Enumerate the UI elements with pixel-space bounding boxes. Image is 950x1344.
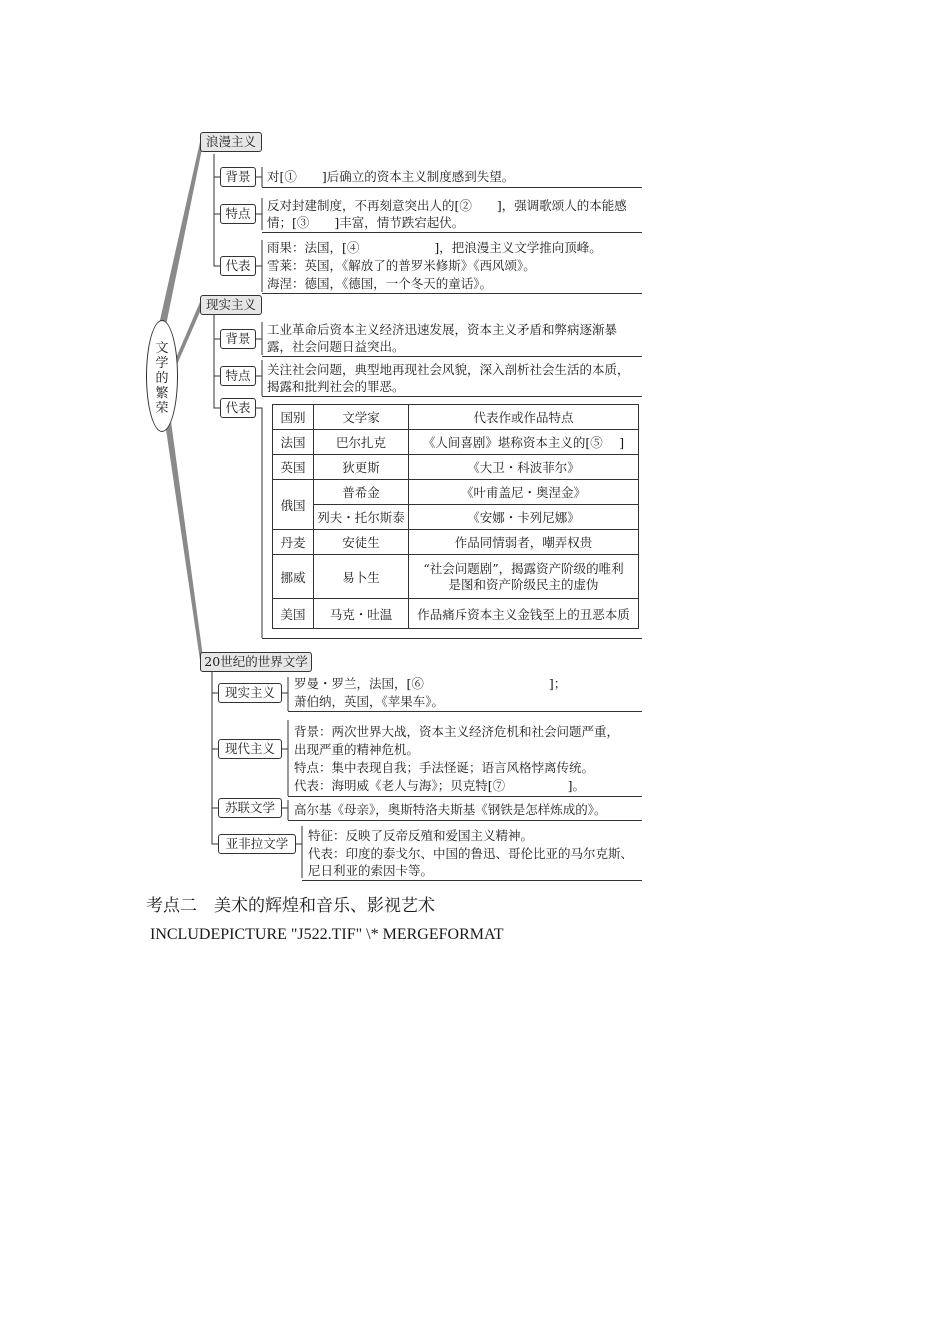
romanticism-features-line2: 情；[③ ]丰富，情节跌宕起伏。 — [267, 215, 465, 230]
romanticism-background-text: 对[① ]后确立的资本主义制度感到失望。 — [267, 169, 515, 184]
c20-soviet-line1: 高尔基《母亲》，奥斯特洛夫斯基《钢铁是怎样炼成的》。 — [294, 802, 607, 817]
rule — [262, 232, 642, 233]
table-header-row — [273, 405, 639, 430]
cell-country: 英国 — [273, 455, 314, 480]
section-heading: 考点二 美术的辉煌和音乐、影视艺术 — [146, 896, 435, 916]
cell-work: 《大卫・科波菲尔》 — [409, 455, 639, 480]
rule — [288, 711, 642, 712]
cell-work: 作品痛斥资本主义金钱至上的丑恶本质 — [409, 599, 639, 629]
c20-afroasian-line1: 特征：反映了反帝反殖和爱国主义精神。 — [308, 828, 534, 843]
cell-country: 法国 — [273, 430, 314, 455]
tag-c20-afroasian: 亚非拉文学 — [218, 834, 296, 854]
cell-writer: 普希金 — [314, 480, 409, 505]
rule — [262, 638, 642, 639]
cell-work-line1: “社会问题剧”，揭露资产阶级的唯利 — [423, 560, 624, 576]
table-row — [273, 455, 639, 480]
cell-country: 丹麦 — [273, 530, 314, 555]
rule — [262, 187, 642, 188]
table-row — [273, 480, 639, 505]
header-writer: 文学家 — [314, 405, 409, 430]
rule — [262, 396, 642, 397]
table-row — [273, 505, 639, 530]
cell-work-line2: 是图和资产阶级民主的虚伪 — [448, 576, 599, 592]
header-country: 国别 — [273, 405, 314, 430]
c20-modernism-line4: 代表：海明威《老人与海》；贝克特[⑦ ]。 — [294, 778, 586, 793]
rule — [262, 293, 642, 294]
tag-c20-modernism: 现代主义 — [218, 739, 282, 759]
romanticism-rep-line1: 雨果：法国，[④ ]，把浪漫主义文学推向顶峰。 — [267, 240, 602, 255]
root-label: 文学的繁荣 — [155, 341, 169, 416]
branch-realism: 现实主义 — [200, 295, 262, 315]
tag-romanticism-background: 背景 — [220, 167, 256, 187]
c20-modernism-line1: 背景：两次世界大战，资本主义经济危机和社会问题严重， — [294, 724, 620, 739]
cell-writer: 狄更斯 — [314, 455, 409, 480]
c20-afroasian-line3: 尼日利亚的索因卡等。 — [308, 863, 434, 878]
rule — [288, 796, 642, 797]
c20-modernism-line2: 出现严重的精神危机。 — [294, 742, 420, 757]
cell-writer: 列夫・托尔斯泰 — [314, 505, 409, 530]
root-node — [146, 320, 178, 432]
cell-work: 作品同情弱者，嘲弄权贵 — [409, 530, 639, 555]
cell-writer: 马克・吐温 — [314, 599, 409, 629]
romanticism-rep-line3: 海涅：德国，《德国，一个冬天的童话》。 — [267, 276, 493, 291]
cell-work — [409, 555, 639, 599]
branch-romanticism: 浪漫主义 — [200, 132, 262, 152]
romanticism-rep-line2: 雪莱：英国，《解放了的普罗米修斯》《西风颂》。 — [267, 258, 536, 273]
romanticism-features-line1: 反对封建制度，不再刻意突出人的[② ]，强调歌颂人的本能感 — [267, 198, 627, 213]
rule — [302, 880, 642, 881]
cell-writer: 巴尔扎克 — [314, 430, 409, 455]
header-work: 代表作或作品特点 — [409, 405, 639, 430]
c20-modernism-line3: 特点：集中表现自我；手法怪诞；语言风格悖离传统。 — [294, 760, 595, 775]
cell-writer: 安徒生 — [314, 530, 409, 555]
tag-realism-background: 背景 — [220, 329, 256, 349]
tag-realism-representatives: 代表 — [220, 398, 256, 418]
cell-work: 《安娜・卡列尼娜》 — [409, 505, 639, 530]
c20-realism-line2: 萧伯纳，英国，《苹果车》。 — [294, 694, 445, 709]
cell-country: 美国 — [273, 599, 314, 629]
realism-background-line2: 露，社会问题日益突出。 — [267, 339, 405, 354]
tag-c20-realism: 现实主义 — [218, 683, 282, 703]
tag-realism-features: 特点 — [220, 366, 256, 386]
rule — [262, 356, 642, 357]
cell-work: 《人间喜剧》堪称资本主义的[⑤ ] — [409, 430, 639, 455]
tag-romanticism-representatives: 代表 — [220, 256, 256, 276]
c20-afroasian-line2: 代表：印度的泰戈尔、中国的鲁迅、哥伦比亚的马尔克斯、 — [308, 846, 634, 861]
branch-20th-century: 20世纪的世界文学 — [200, 652, 312, 672]
c20-realism-line1: 罗曼・罗兰，法国，[⑥ ]； — [294, 676, 567, 691]
cell-country: 挪威 — [273, 555, 314, 599]
table-row — [273, 599, 639, 629]
tag-c20-soviet: 苏联文学 — [218, 798, 282, 818]
realism-background-line1: 工业革命后资本主义经济迅速发展，资本主义矛盾和弊病逐渐暴 — [267, 322, 618, 337]
tag-romanticism-features: 特点 — [220, 204, 256, 224]
realism-features-line1: 关注社会问题，典型地再现社会风貌，深入剖析社会生活的本质， — [267, 362, 630, 377]
table-row — [273, 530, 639, 555]
cell-work: 《叶甫盖尼・奥涅金》 — [409, 480, 639, 505]
cell-country: 俄国 — [273, 480, 314, 530]
table-row — [273, 430, 639, 455]
include-picture-field: INCLUDEPICTURE "J522.TIF" \* MERGEFORMAT — [150, 926, 504, 943]
realism-writers-table — [272, 404, 639, 629]
rule — [288, 820, 642, 821]
cell-writer: 易卜生 — [314, 555, 409, 599]
realism-features-line2: 揭露和批判社会的罪恶。 — [267, 379, 405, 394]
table-row — [273, 555, 639, 599]
